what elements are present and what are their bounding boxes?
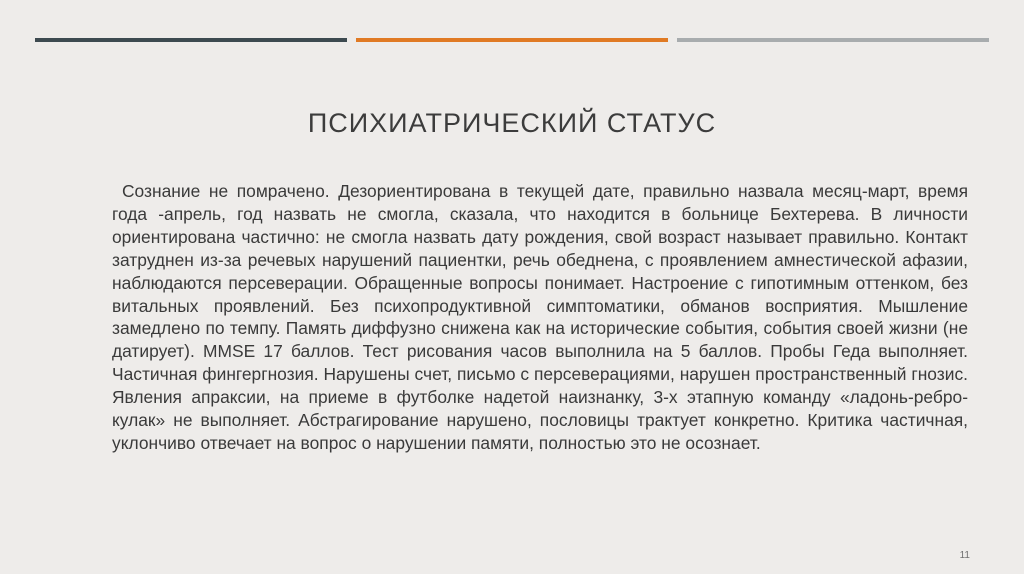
slide-body-text: Сознание не помрачено. Дезориентирована в текущей дате, правильно назвала месяц-март, время года -апрель, год назвать не смогла, сказала, что находится в больнице Бехтерева. В личности ориентирована частично: не смогла назвать дату рождения, свой возраст называет правильно. Контакт затруднен из-за речевых нарушений пациентки, речь обеднена, с проявлением амнестической афазии, наблюдаются персеверации. Обращенные вопросы понимает. Настроение с гипотимным оттенком, без витальных проявлений. Без психопродуктивной симптоматики, обманов восприятия. Мышление замедлено по темпу. Память диффузно снижена как на исторические события, события своей жизни (не датирует). MMSE 17 баллов. Тест рисования часов выполнила на 5 баллов. Пробы Геда выполняет. Частичная фингергнозия. Нарушены счет, письмо с персеверациями, нарушен пространственный гнозис. Явления апраксии, на приеме в футболке надетой наизнанку, 3-х этапную команду «ладонь-ребро-кулак» не выполняет. Абстрагирование нарушено, пословицы трактует конкретно. Критика частичная, уклончиво отвечает на вопрос о нарушении памяти, полностью это не осознает. bbox=[112, 181, 968, 453]
page-number: 11 bbox=[959, 550, 970, 561]
slide-title: ПСИХИАТРИЧЕСКИЙ СТАТУС bbox=[307, 108, 717, 138]
top-accent-bar-orange bbox=[356, 38, 668, 42]
top-accent-bar-dark bbox=[35, 38, 347, 42]
top-accent-bar-gray bbox=[677, 38, 989, 42]
